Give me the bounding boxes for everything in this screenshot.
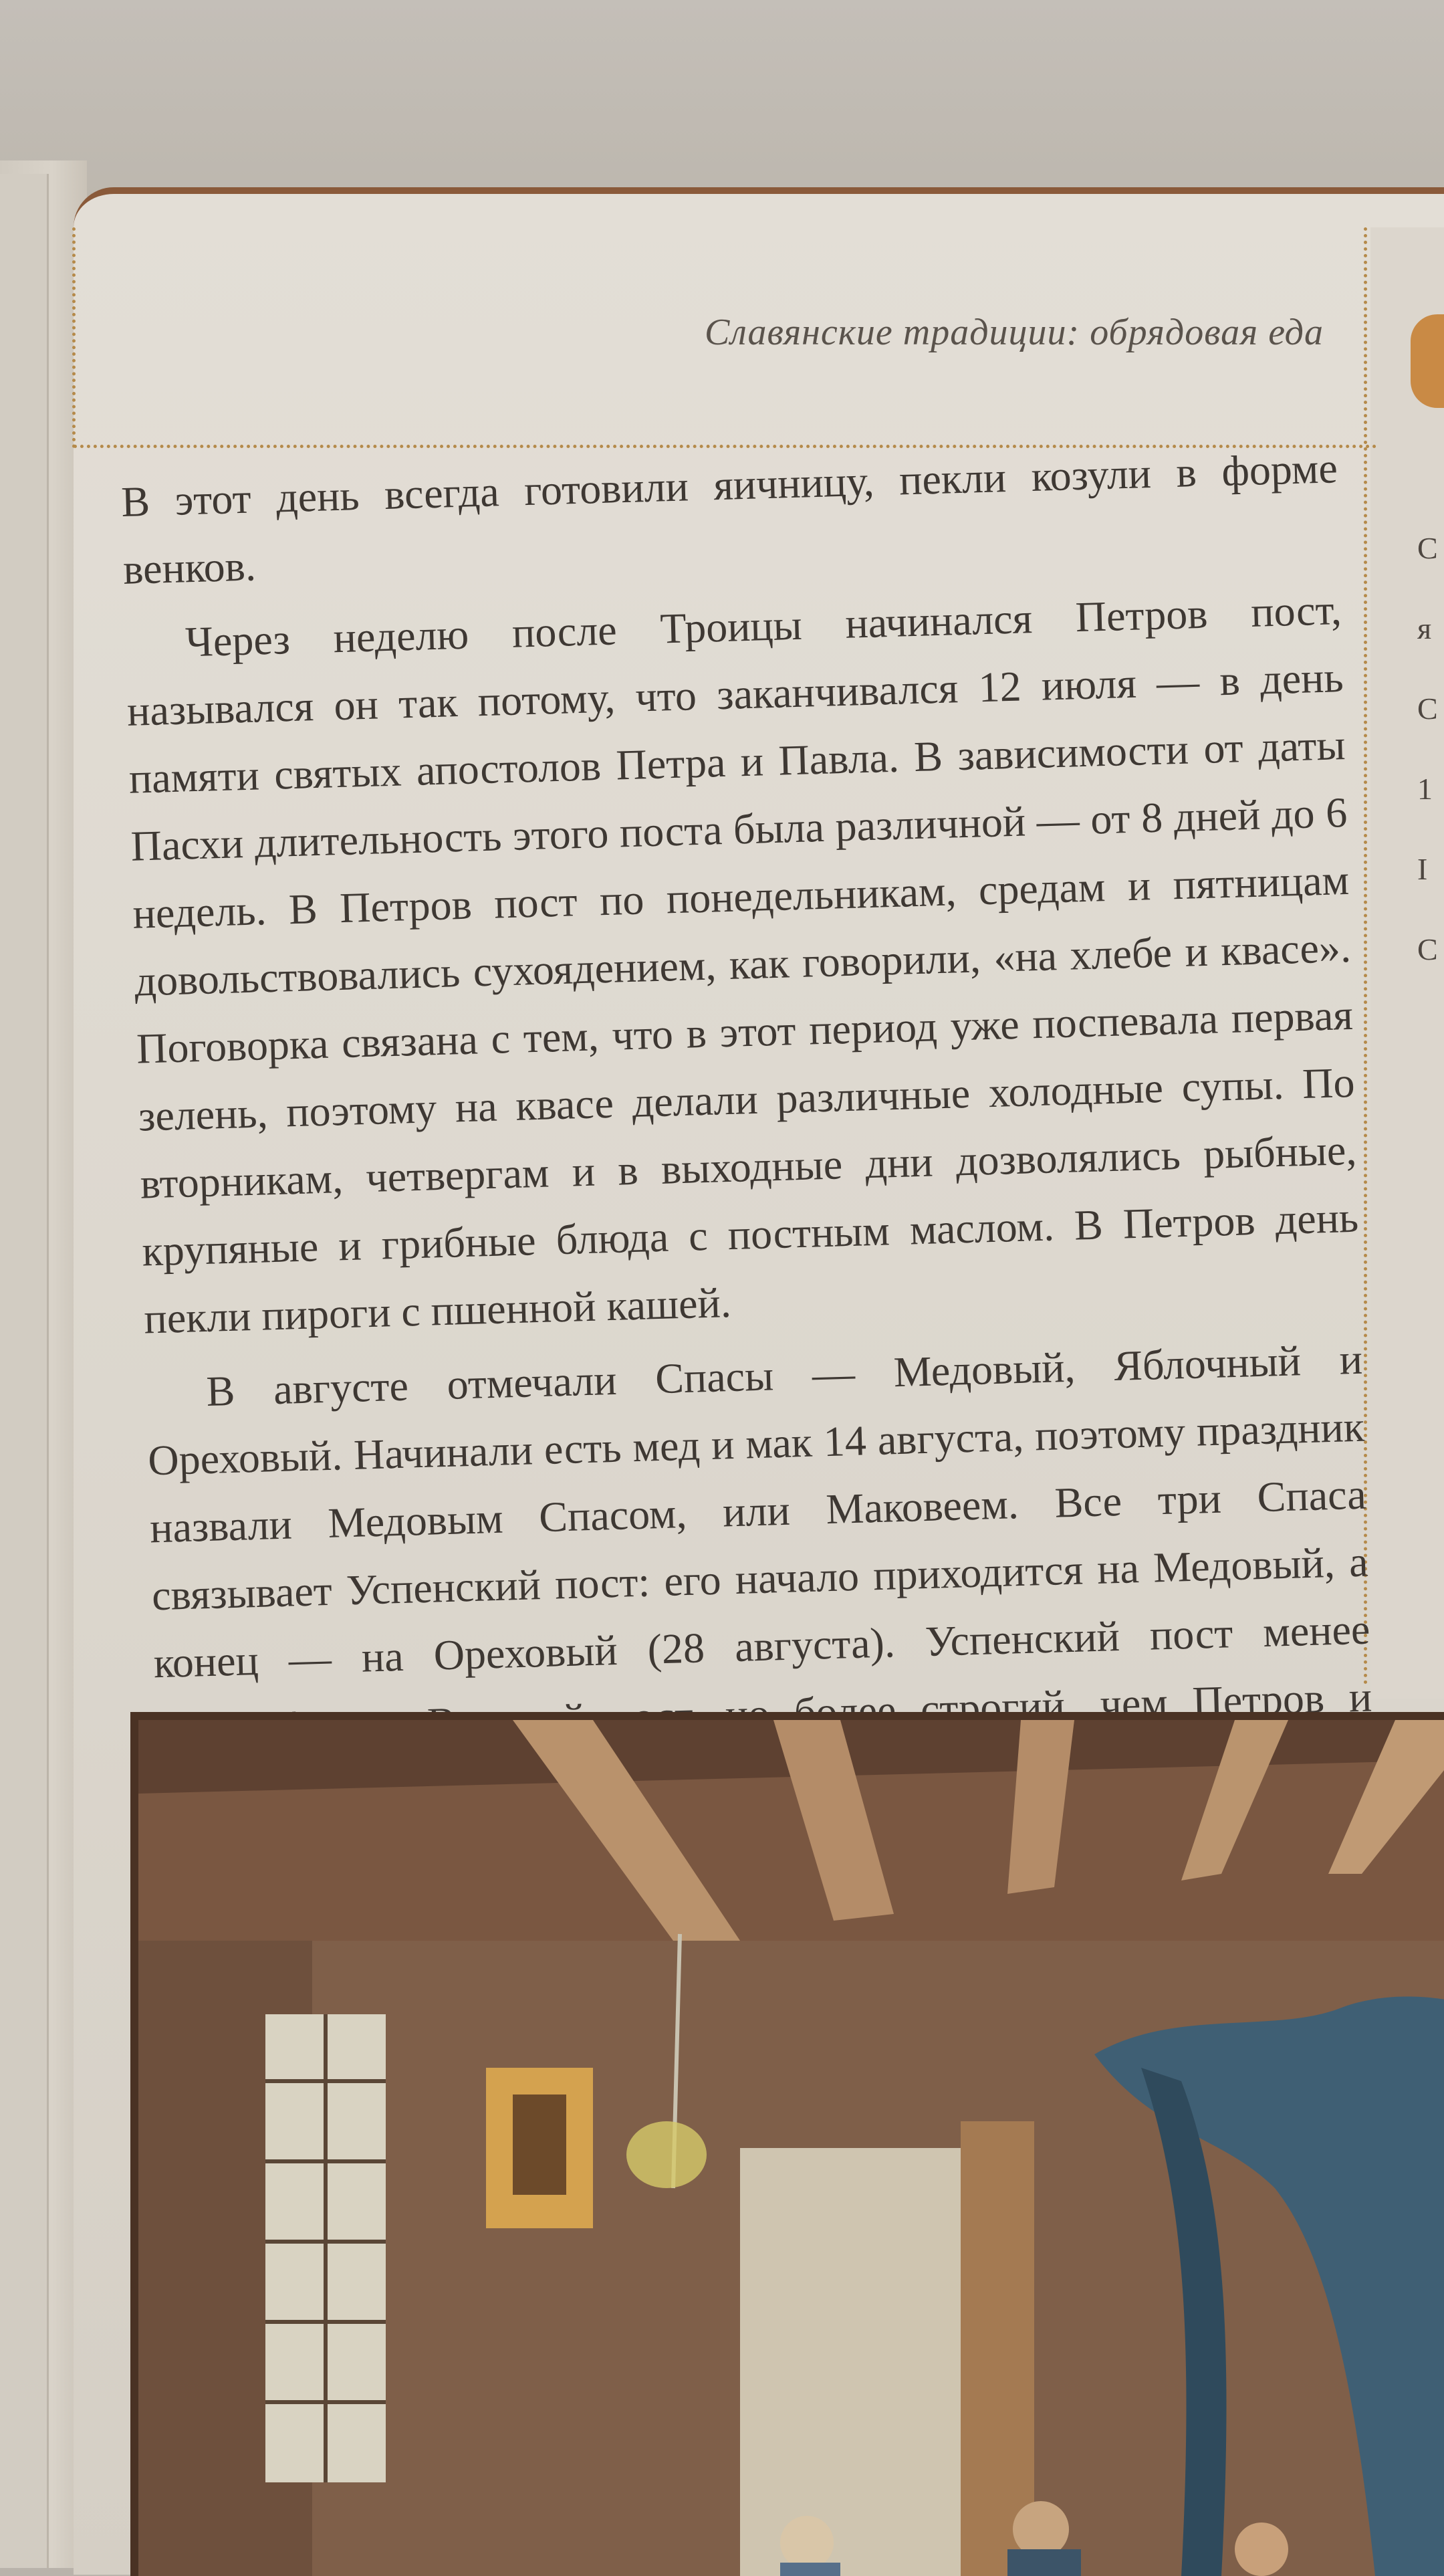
- interior-painting: [138, 1720, 1444, 2576]
- margin-letter: С: [1417, 531, 1438, 565]
- dotted-rule-left: [72, 227, 76, 448]
- figure: [1235, 2523, 1288, 2576]
- hanging-lamp: [626, 2121, 707, 2188]
- figure: [1013, 2501, 1069, 2557]
- paragraph: Через неделю после Троицы начинался Петров пост, назывался он так потому, что заканчивался 12 июля — в день памяти святых апостолов Петра и Павла. В зависимости от даты Пасхи длительность этого поста была различной — от 8 дней до 6 недель. В Петров пост по понедельникам, средам и пятницам довольствовались сухоядением, как говорили, «на хлебе и квасе». Поговорка связана с тем, что в этот период уже поспевала первая зелень, поэтому на квасе делали различные холодные супы. По вторникам, четвергам и в выходные дни дозволялись рыбные, крупяные и грибные блюда с постным маслом. В Петров день пекли пироги с пшенной кашей.: [126, 586, 1359, 1343]
- background: [0, 0, 1444, 201]
- doorway: [740, 2148, 961, 2576]
- margin-letter: 1: [1417, 772, 1433, 806]
- margin-letter: С: [1417, 932, 1438, 966]
- paragraph: В августе отмечали Спасы — Медовый, Яблочный и Ореховый. Начинали есть мед и мак 14 августа, поэтому праздник назвали Медовым Спасом, или Маковеем. Все три Спаса связывает Успенский пост: его начало приходится на Медовый, а конец — на Ореховый (28 августа). Успенский пост менее более строгий, чем Петров и: [147, 1335, 1373, 1737]
- margin-letter: С: [1417, 691, 1438, 726]
- paragraph: В этот день всегда готовили яичницу, пекли козули в форме венков.: [120, 444, 1338, 593]
- figure: [780, 2516, 834, 2569]
- margin-letter: I: [1417, 852, 1428, 886]
- running-header: Славянские традиции: обрядовая еда: [705, 312, 1324, 353]
- margin-letter: я: [1417, 611, 1432, 645]
- ornament-icon: [1411, 314, 1444, 408]
- left-page-marks: [12, 1779, 32, 2514]
- illustration: [130, 1712, 1444, 2576]
- right-margin-text: [1417, 508, 1444, 990]
